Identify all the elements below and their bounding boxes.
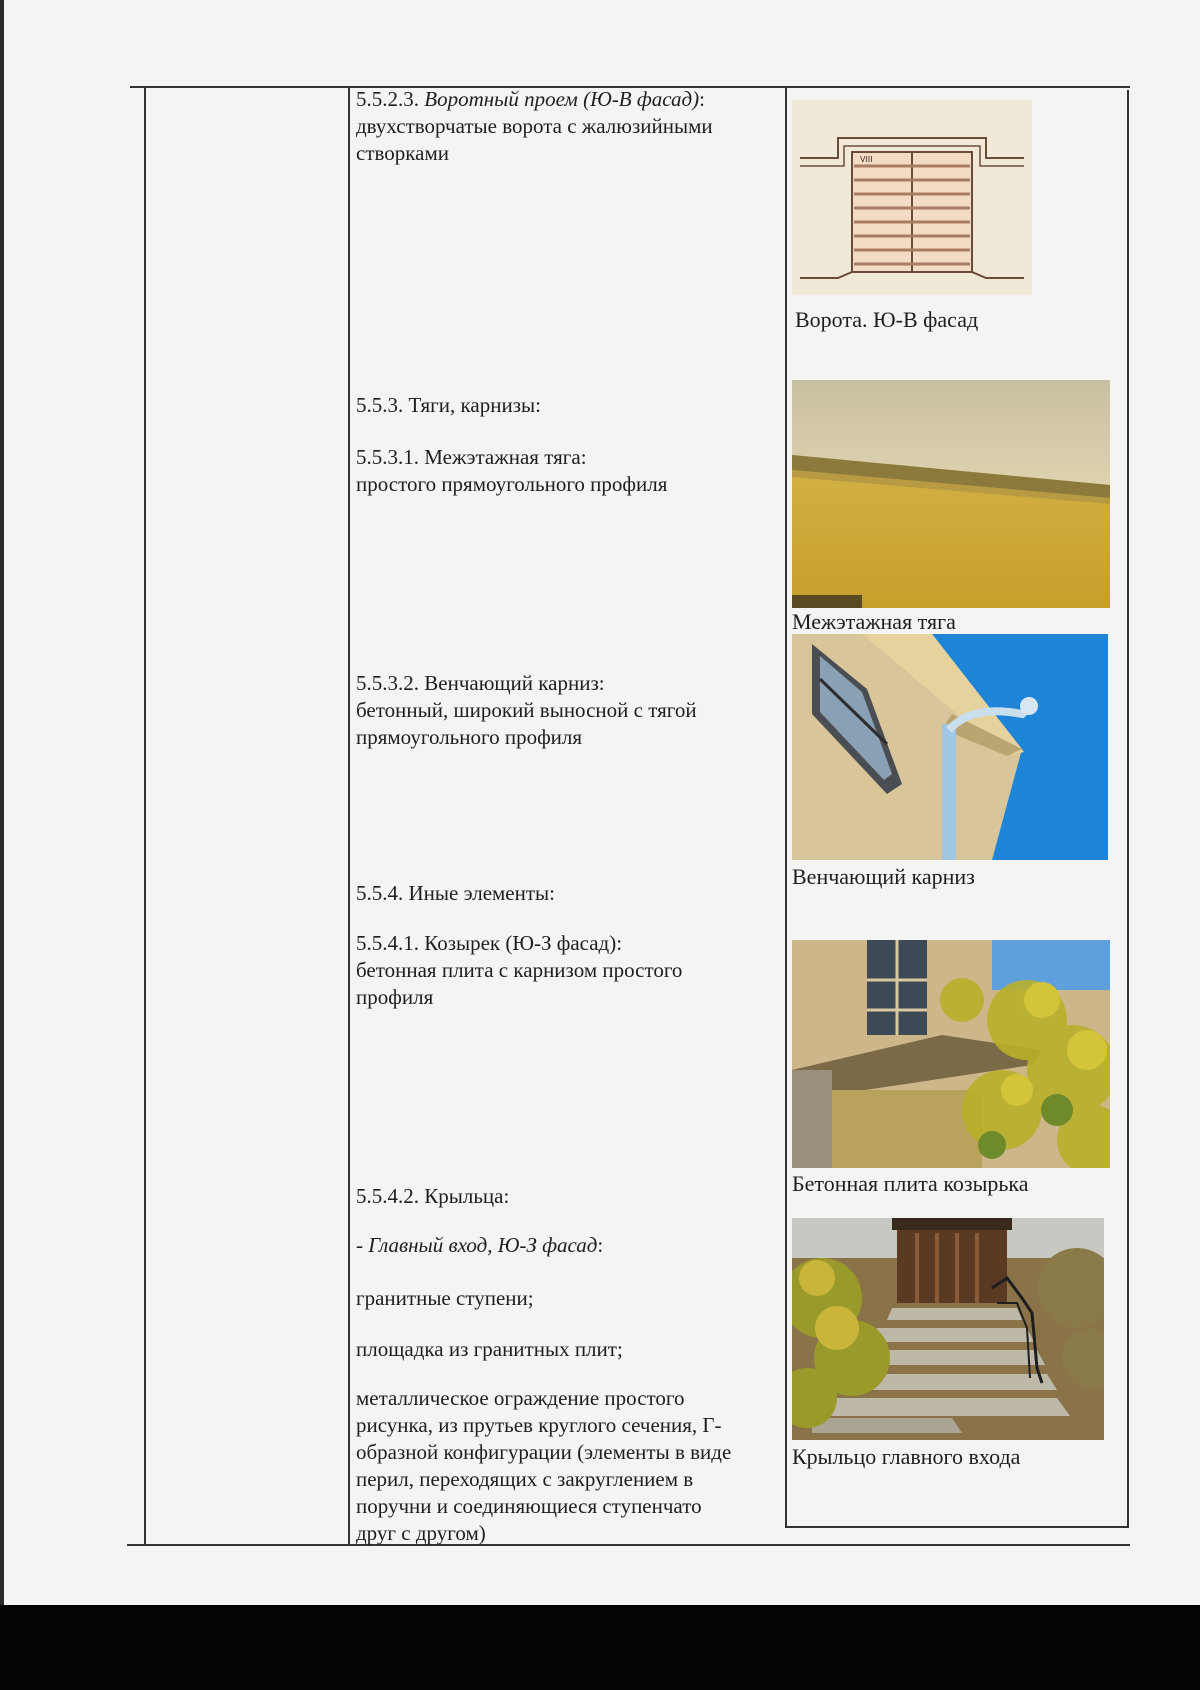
caption-canopy: Бетонная плита козырька bbox=[792, 1171, 1029, 1196]
item-main-entrance: - Главный вход, Ю-З фасад: bbox=[356, 1233, 604, 1257]
interfloor-rod-photo bbox=[792, 380, 1110, 608]
item-crowning-cornice: 5.5.3.2. Венчающий карниз: бетонный, широкий выносной с тягой прямоугольного профиля bbox=[356, 671, 697, 749]
item-granite-platform: площадка из гранитных плит; bbox=[356, 1337, 623, 1361]
item-canopy: 5.5.4.1. Козырек (Ю-З фасад): бетонная плита с карнизом простого профиля bbox=[356, 931, 683, 1009]
caption-interfloor-rod: Межэтажная тяга bbox=[792, 609, 956, 634]
canopy-photo bbox=[792, 940, 1110, 1168]
main-entrance-photo bbox=[792, 1218, 1104, 1440]
caption-gate: Ворота. Ю-В фасад bbox=[795, 307, 979, 332]
svg-text:VIII: VIII bbox=[860, 155, 873, 164]
table-right-border bbox=[1127, 90, 1129, 1526]
gate-drawing bbox=[792, 100, 1032, 295]
caption-main-entrance: Крыльцо главного входа bbox=[792, 1444, 1021, 1469]
table-left-border bbox=[144, 86, 146, 1546]
item-granite-steps: гранитные ступени; bbox=[356, 1286, 534, 1310]
section-other-elements: 5.5.4. Иные элементы: bbox=[356, 881, 555, 905]
item-gate-opening: 5.5.2.3. Воротный проем (Ю-В фасад): двухстворчатые ворота с жалюзийными створками bbox=[356, 87, 713, 165]
table-column-divider bbox=[348, 86, 350, 1546]
scan-edge-shadow bbox=[0, 0, 4, 1690]
item-interfloor-rod: 5.5.3.1. Межэтажная тяга: простого прямоугольного профиля bbox=[356, 445, 668, 496]
table-image-divider bbox=[785, 86, 787, 1526]
section-rods-cornices: 5.5.3. Тяги, карнизы: bbox=[356, 393, 541, 417]
crowning-cornice-photo bbox=[792, 634, 1108, 860]
item-porches: 5.5.4.2. Крыльца: bbox=[356, 1184, 510, 1208]
scan-bottom-shadow bbox=[0, 1605, 1200, 1690]
item-metal-railing: металлическое ограждение простого рисунка, из прутьев круглого сечения, Г- образной конфигурации (элементы в виде перил, переходящих с закруглением в поручни и соединяющиеся ступенчато друг с другом) bbox=[356, 1386, 732, 1545]
table-inner-bottom bbox=[785, 1526, 1129, 1528]
caption-crowning-cornice: Венчающий карниз bbox=[792, 864, 975, 889]
